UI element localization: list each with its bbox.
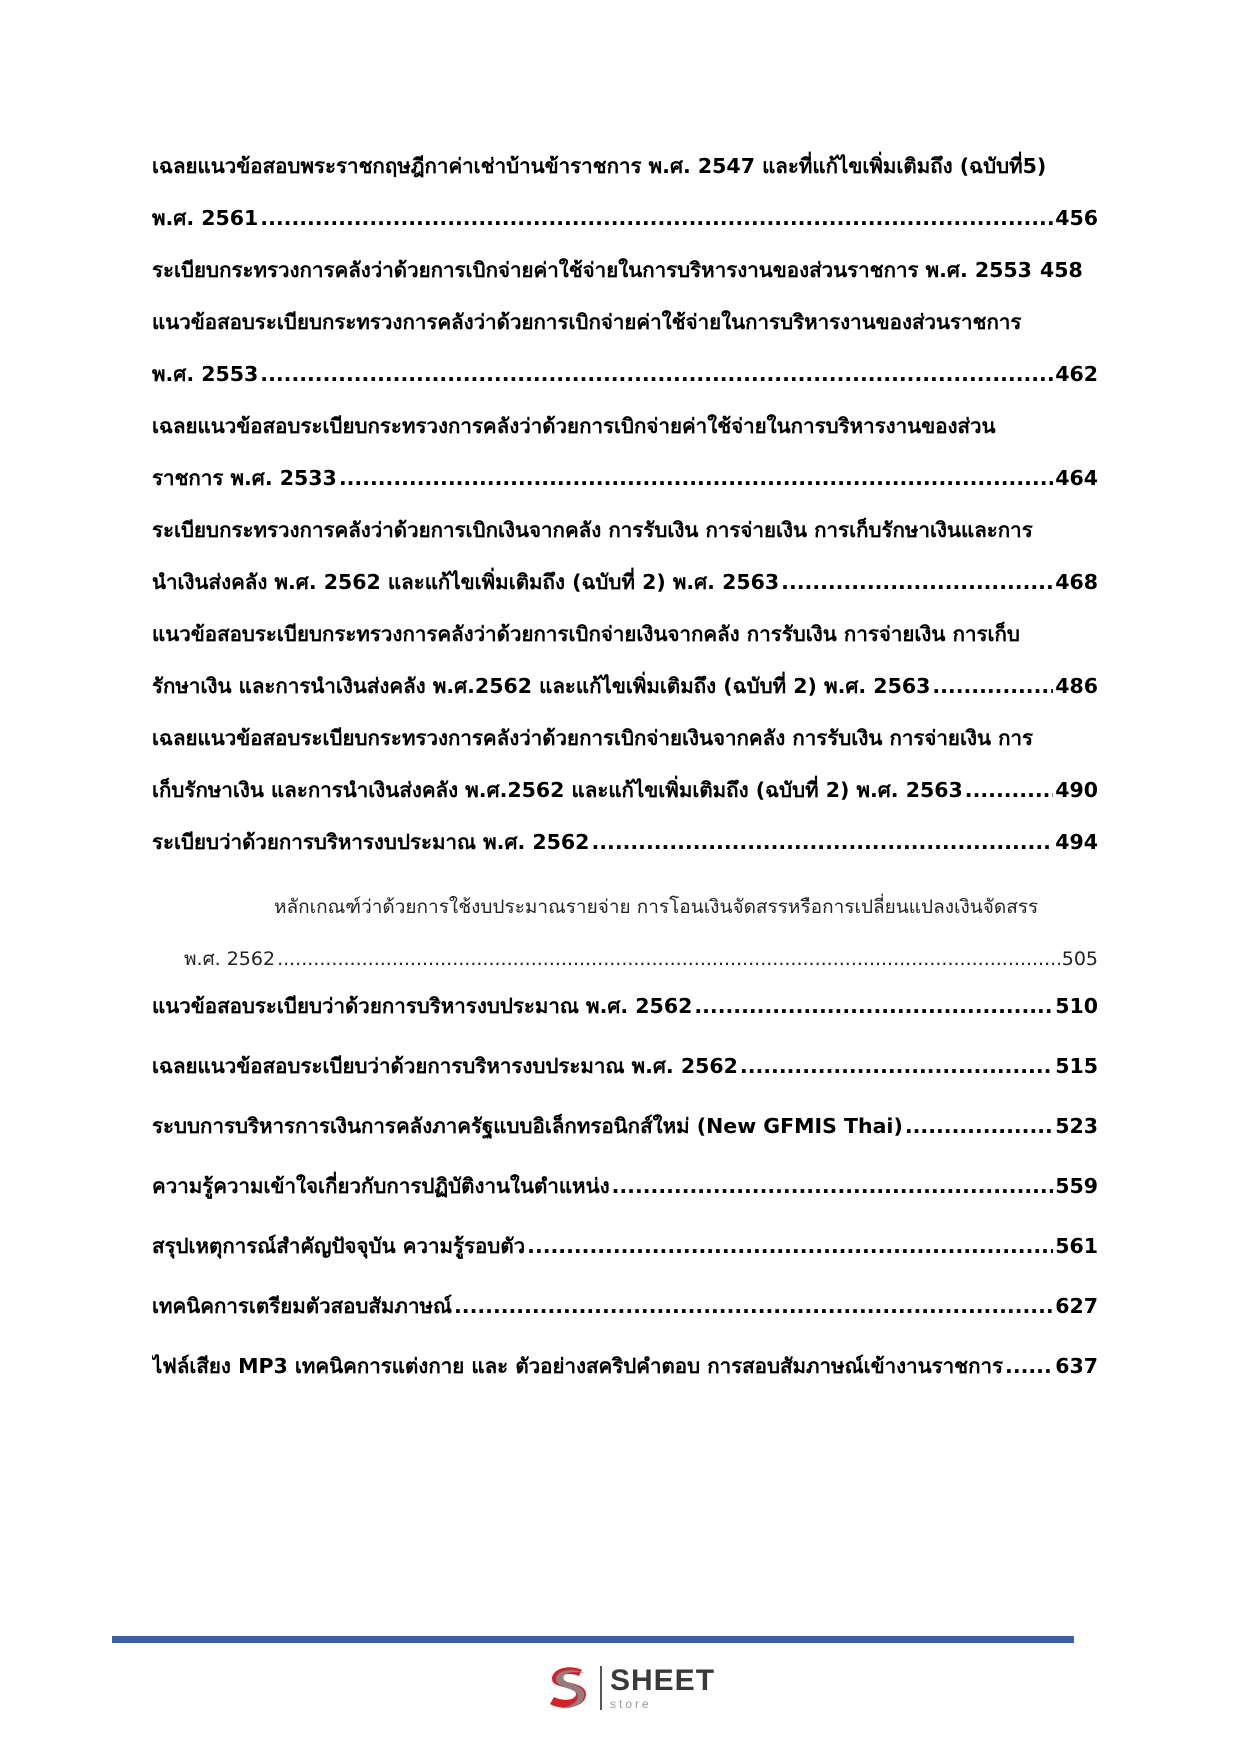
logo-divider (600, 1666, 602, 1710)
leader-dots (965, 778, 1053, 802)
toc-entry[interactable] (152, 410, 1098, 495)
toc-entry-title-line1: เฉลยแนวข้อสอบพระราชกฤษฎีกาค่าเช่าบ้านข้าราชการ พ.ศ. 2547 และที่แก้ไขเพิ่มเติมถึง (ฉบับที่5) (152, 154, 1047, 178)
toc-entry-title: เฉลยแนวข้อสอบระเบียบว่าด้วยการบริหารงบประมาณ พ.ศ. 2562 (152, 1054, 738, 1078)
toc-entry[interactable] (152, 514, 1098, 599)
toc-entry-title-line2: ราชการ พ.ศ. 2533 (152, 466, 337, 490)
toc-entry-title: สรุปเหตุการณ์สำคัญปัจจุบัน ความรู้รอบตัว (152, 1234, 526, 1258)
toc-entry[interactable] (152, 1170, 1098, 1203)
logo-wordmark: SHEET (610, 1664, 716, 1697)
toc-page-number: 559 (1055, 1174, 1098, 1198)
toc-entry[interactable] (152, 1290, 1098, 1323)
logo-s-icon (542, 1662, 594, 1714)
toc-page-number: 510 (1055, 994, 1098, 1018)
leader-dots (905, 1114, 1053, 1138)
toc-entry[interactable] (152, 722, 1098, 807)
toc-entry-title: ระบบการบริหารการเงินการคลังภาครัฐแบบอิเล็กทรอนิกส์ใหม่ (New GFMIS Thai) (152, 1114, 903, 1138)
toc-entry[interactable] (152, 1350, 1098, 1383)
toc-page-number: 456 (1055, 206, 1098, 230)
leader-dots (1005, 1354, 1053, 1378)
toc-entry[interactable] (152, 254, 1098, 287)
toc-entry-title-line2: รักษาเงิน และการนำเงินส่งคลัง พ.ศ.2562 และแก้ไขเพิ่มเติมถึง (ฉบับที่ 2) พ.ศ. 2563 (152, 674, 931, 698)
toc-entry-title: ระเบียบว่าด้วยการบริหารงบประมาณ พ.ศ. 2562 (152, 830, 590, 854)
toc-entry-title: เทคนิคการเตรียมตัวสอบสัมภาษณ์ (152, 1294, 452, 1318)
toc-entry[interactable] (152, 150, 1098, 235)
toc-entry-title-line1: แนวข้อสอบระเบียบกระทรวงการคลังว่าด้วยการเบิกจ่ายค่าใช้จ่ายในการบริหารงานของส่วนราชการ (152, 310, 1022, 334)
toc-entry-title-line1: แนวข้อสอบระเบียบกระทรวงการคลังว่าด้วยการเบิกจ่ายเงินจากคลัง การรับเงิน การจ่ายเงิน การเก็บ (152, 622, 1020, 646)
toc-entry[interactable] (152, 826, 1098, 859)
leader-dots (277, 948, 1060, 970)
sheet-store-logo (542, 1662, 715, 1714)
toc-page-number: 494 (1055, 830, 1098, 854)
leader-dots (454, 1294, 1053, 1318)
leader-dots (339, 466, 1053, 490)
toc-page-number: 458 (1039, 258, 1083, 282)
toc-entry-title: ไฟล์เสียง MP3 เทคนิคการแต่งกาย และ ตัวอย่างสคริปคำตอบ การสอบสัมภาษณ์เข้างานราชการ (152, 1354, 1004, 1378)
leader-dots (932, 674, 1053, 698)
toc-page-number: 468 (1055, 570, 1098, 594)
leader-dots (694, 994, 1053, 1018)
toc-entry-title-line1: หลักเกณฑ์ว่าด้วยการใช้งบประมาณรายจ่าย การโอนเงินจัดสรรหรือการเปลี่ยนแปลงเงินจัดสรร (274, 896, 1039, 918)
toc-entry[interactable] (152, 1050, 1098, 1083)
leader-dots (260, 206, 1053, 230)
toc-entry[interactable] (152, 306, 1098, 391)
toc-entry-title: ความรู้ความเข้าใจเกี่ยวกับการปฏิบัติงานในตำแหน่ง (152, 1174, 610, 1198)
footer-divider (112, 1636, 1074, 1643)
leader-dots (591, 830, 1053, 854)
toc-entry-title: ระเบียบกระทรวงการคลังว่าด้วยการเบิกจ่ายค่าใช้จ่ายในการบริหารงานของส่วนราชการ พ.ศ. 2553 (152, 258, 1032, 282)
logo-subtext: store (610, 1697, 652, 1711)
toc-page-number: 490 (1055, 778, 1098, 802)
toc-page-number: 637 (1055, 1354, 1098, 1378)
toc-entry[interactable] (152, 990, 1098, 1023)
toc-page-number: 505 (1061, 948, 1098, 970)
leader-dots (740, 1054, 1053, 1078)
toc-entry-title-line1: เฉลยแนวข้อสอบระเบียบกระทรวงการคลังว่าด้วยการเบิกจ่ายเงินจากคลัง การรับเงิน การจ่ายเงิน การ (152, 726, 1034, 750)
toc-page-number: 627 (1055, 1294, 1098, 1318)
toc-entry-title-line2: เก็บรักษาเงิน และการนำเงินส่งคลัง พ.ศ.2562 และแก้ไขเพิ่มเติมถึง (ฉบับที่ 2) พ.ศ. 2563 (152, 778, 963, 802)
leader-dots (260, 362, 1053, 386)
toc-entry-title-line2: พ.ศ. 2562 (184, 948, 276, 970)
leader-dots (527, 1234, 1053, 1258)
toc-entry-title-line1: ระเบียบกระทรวงการคลังว่าด้วยการเบิกเงินจากคลัง การรับเงิน การจ่ายเงิน การเก็บรักษาเงินและการ (152, 518, 1033, 542)
toc-page-number: 515 (1055, 1054, 1098, 1078)
toc-entry[interactable] (152, 1110, 1098, 1143)
toc-entry-title-line1: เฉลยแนวข้อสอบระเบียบกระทรวงการคลังว่าด้วยการเบิกจ่ายค่าใช้จ่ายในการบริหารงานของส่วน (152, 414, 996, 438)
toc-page-number: 561 (1055, 1234, 1098, 1258)
toc-entry-title-line2: พ.ศ. 2561 (152, 206, 259, 230)
toc-page-number: 523 (1055, 1114, 1098, 1138)
toc-entry-title-line2: นำเงินส่งคลัง พ.ศ. 2562 และแก้ไขเพิ่มเติมถึง (ฉบับที่ 2) พ.ศ. 2563 (152, 570, 780, 594)
toc-subentry[interactable] (152, 892, 1098, 974)
toc-page-number: 464 (1055, 466, 1098, 490)
leader-dots (781, 570, 1053, 594)
leader-dots (612, 1174, 1054, 1198)
toc-entry-title-line2: พ.ศ. 2553 (152, 362, 259, 386)
toc-entry[interactable] (152, 1230, 1098, 1263)
toc-entry-title: แนวข้อสอบระเบียบว่าด้วยการบริหารงบประมาณ พ.ศ. 2562 (152, 994, 693, 1018)
toc-page-number: 486 (1055, 674, 1098, 698)
toc-entry[interactable] (152, 618, 1098, 703)
toc-page-number: 462 (1055, 362, 1098, 386)
